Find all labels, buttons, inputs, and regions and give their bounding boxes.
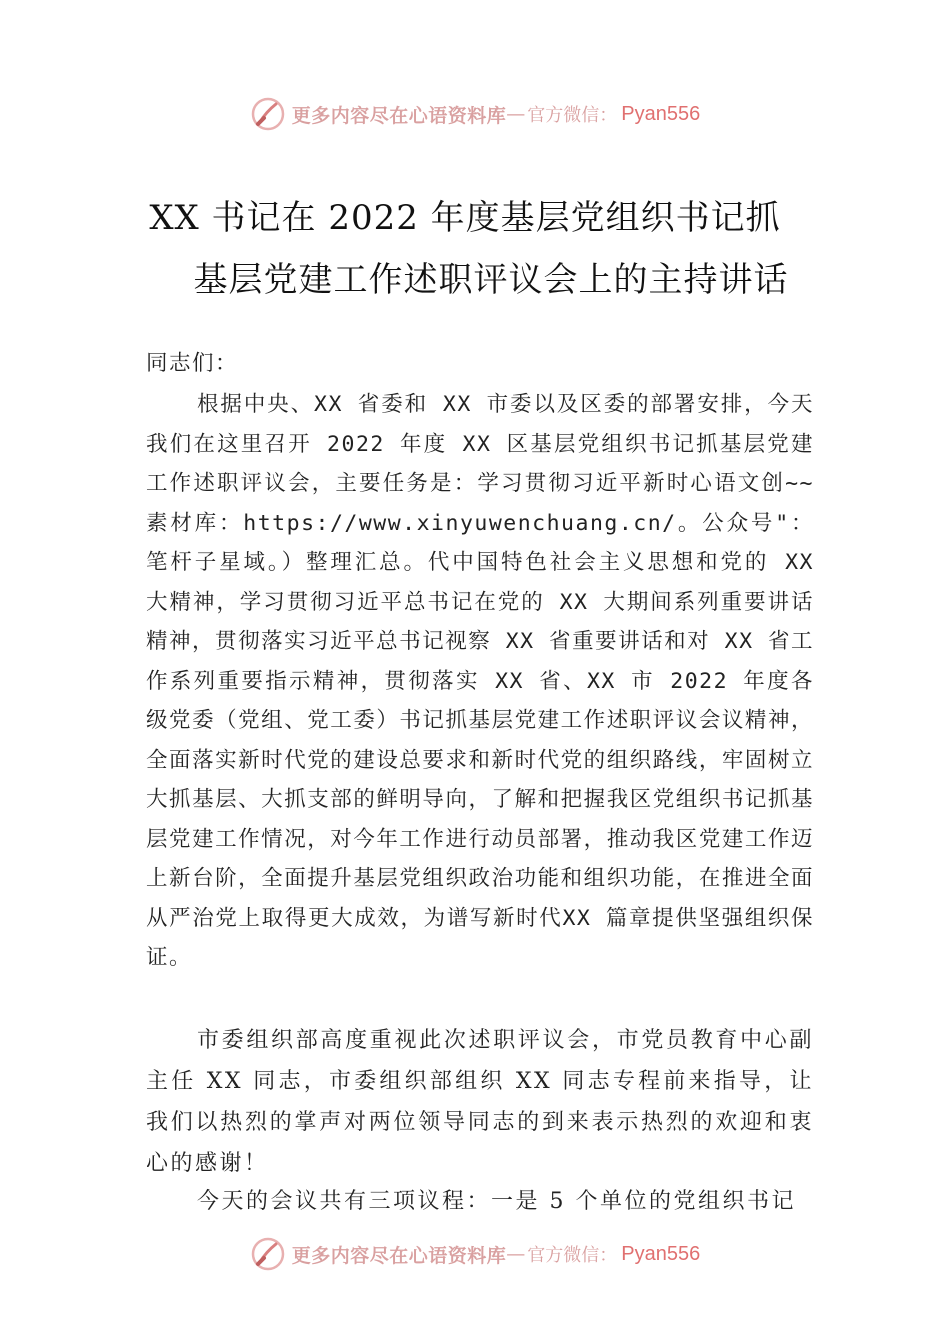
- paragraph-1: 根据中央、XX 省委和 XX 市委以及区委的部署安排，今天我们在这里召开 2022 年度 XX 区基层党组织书记抓基层党建工作述职评议会，主要任务是：学习贯彻习近平新时心语文创~~素材库：https://www.xinyuwenchuang.cn/。公众号"：笔杆子星域。）整理汇总。代中国特色社会主义思想和党的 XX 大精神，学习贯彻习近平总书记在党的 XX 大期间系列重要讲话精神，贯彻落实习近平总书记视察 XX 省重要讲话和对 XX 省工作系列重要指示精神，贯彻落实 XX 省、XX 市 2022 年度各级党委（党组、党工委）书记抓基层党建工作述职评议会议精神，全面落实新时代党的建设总要求和新时代党的组织路线，牢固树立大抓基层、大抓支部的鲜明导向，了解和把握我区党组织书记抓基层党建工作情况，对今年工作进行动员部署，推动我区党建工作迈上新台阶，全面提升基层党组织政治功能和组织功能，在推进全面从严治党上取得更大成效，为谱写新时代XX 篇章提供坚强组织保证。: [146, 392, 814, 970]
- banner-separator: —: [506, 1243, 526, 1265]
- banner-wechat-id: Pyan556: [621, 1242, 701, 1265]
- paragraph-3: 今天的会议共有三项议程：一是 5 个单位的党组织书记: [197, 1189, 796, 1214]
- brush-logo-icon: [250, 1236, 286, 1272]
- banner-separator: —: [506, 103, 526, 125]
- header-watermark-banner: [0, 92, 950, 136]
- banner-wechat-label: 官方微信：: [527, 1245, 618, 1266]
- banner-text: 更多内容尽在心语资料库: [291, 1244, 507, 1267]
- salutation: 同志们：: [146, 351, 239, 376]
- brush-logo-icon: [250, 96, 286, 132]
- paragraph-2: 市委组织部高度重视此次述职评议会，市党员教育中心副主任 XX 同志，市委组织部组织 XX 同志专程前来指导，让我们以热烈的掌声对两位领导同志的到来表示热烈的欢迎和衷心的感谢！: [146, 1028, 814, 1176]
- document-title-line1: XX 书记在 2022 年度基层党组织书记抓: [149, 198, 781, 238]
- footer-watermark-banner: [0, 1232, 950, 1276]
- banner-wechat-id: Pyan556: [621, 102, 701, 125]
- banner-text: 更多内容尽在心语资料库: [291, 104, 507, 127]
- document-title-line2: 基层党建工作述职评议会上的主持讲话: [193, 260, 789, 300]
- banner-wechat-label: 官方微信：: [527, 105, 618, 126]
